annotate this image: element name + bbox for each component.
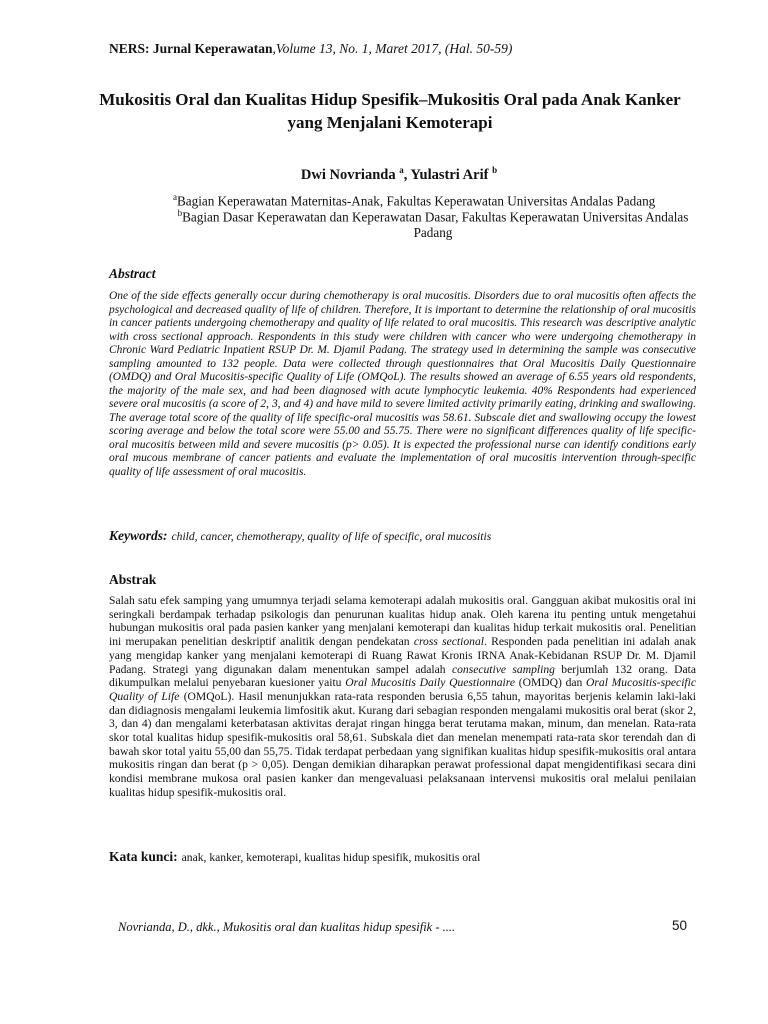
- author-line: [109, 165, 689, 184]
- abstract-text: One of the side effects generally occur during chemotherapy is oral mucositis. Disorders due to oral mucositis often affects the psychological and decreased quality of life of children. Therefore, It is important to determine the relationship of oral mucositis in cancer patients undergoing chemotherapy and quality of life related to oral mucositis. This research was descriptive analytic with cross sectional approach. Respondents in this study were children with cancer who were undergoing chemotherapy in Chronic Ward Pediatric Inpatient RSUP Dr. M. Djamil Padang. The strategy used in determining the sample was consecutive sampling amounted to 132 people. Data were collected through questionnaires that Oral Mucositis Daily Questionnaire (OMDQ) and Oral Mucositis-specific Quality of Life (OMQoL). The results showed an average of 6.55 years old respondents, the majority of the male sex, and had been diagnosed with acute lymphocytic leukemia. 40% Respondents had experienced severe oral mucositis (a score of 2, 3, and 4) and have mild to severe limited activity primarily eating, drinking and swallowing. The average total score of the quality of life specific-oral mucositis was 58.61. Subscale diet and swallowing occupy the lowest scoring average and below the total score were 55.00 and 55.75. There were no significant differences quality of life specific-oral mucositis between mild and severe mucositis (p> 0.05). It is expected the professional nurse can identify conditions early oral mucous membrane of cancer patients and evaluate the implementation of oral mucositis intervention through-specific quality of life assessment of oral mucositis.: [109, 290, 696, 478]
- affiliation-text: Bagian Dasar Keperawatan dan Keperawatan Dasar, Fakultas Keperawatan Universitas Andalas Padang: [182, 209, 689, 241]
- abstrak-italic-term: consecutive sampling: [451, 662, 555, 676]
- author-affiliation-mark: b: [492, 165, 498, 175]
- keywords-line: [109, 527, 491, 545]
- abstrak-heading: Abstrak: [109, 572, 157, 587]
- abstrak-italic-term: Oral Mucositis-specific Quality of Life: [109, 676, 696, 703]
- kata-kunci-label: Kata kunci:: [109, 849, 178, 864]
- footer-citation: Novrianda, D., dkk., Mukositis oral dan kualitas hidup spesifik - ....: [118, 920, 456, 934]
- kata-kunci-line: [109, 848, 480, 866]
- author-affiliation-mark: a: [399, 165, 404, 175]
- abstrak-segment: (OMDQ) dan: [515, 676, 587, 690]
- abstrak-italic-term: cross sectional: [413, 635, 484, 649]
- affiliation-b: [173, 205, 693, 241]
- author-name: Dwi Novrianda: [300, 166, 396, 183]
- author-name: Yulastri Arif: [410, 166, 489, 183]
- affiliation-mark: a: [173, 192, 177, 202]
- abstrak-segment: . Responden pada penelitian ini adalah anak yang mengidap kanker yang menjalani kemoterapi di Ruang Rawat Kronis IRNA Anak-Kebidanan RSUP Dr. M. Djamil Padang. Strategi yang digunakan dalam menentukan sampel adalah: [109, 635, 697, 676]
- affiliation-text: Bagian Keperawatan Maternitas-Anak, Fakultas Keperawatan Universitas Andalas Padang: [177, 193, 656, 209]
- affiliation-mark: b: [177, 208, 183, 218]
- journal-header: [109, 41, 512, 57]
- paper-title: Mukositis Oral dan Kualitas Hidup Spesifik–Mukositis Oral pada Anak Kanker yang Menjalani Kemoterapi: [99, 90, 681, 132]
- abstract-heading: Abstract: [109, 266, 156, 281]
- keywords-label: Keywords:: [109, 528, 168, 543]
- abstrak-italic-term: Oral Mucositis Daily Questionnaire: [345, 676, 515, 690]
- abstrak-segment: (OMQoL). Hasil menunjukkan rata-rata responden berusia 6,55 tahun, mayoritas berjenis kelamin laki-laki dan didiagnosis mengalami leukemia limfositik akut. Kurang dari sebagian responden mengalami mukositis oral berat (skor 2, 3, dan 4) dan mengalami keterbatasan aktivitas derajat ringan hingga berat terutama makan, minum, dan menelan. Rata-rata skor total kualitas hidup spesifik-mukositis oral 58,61. Subskala diet dan menelan menempati rata-rata skor terendah dan di bawah skor total yaitu 55,00 dan 55,75. Tidak terdapat perbedaan yang signifikan kualitas hidup spesifik-mukositis oral antara mukositis ringan dan berat (p > 0,05). Dengan demikian diharapkan perawat professional dapat mengidentifikasi secara dini kondisi membrane mukosa oral pasien kanker dan mengevaluasi pelaksanaan intervensi mukositis oral melalui penilaian kualitas hidup spesifik-mukositis oral.: [109, 689, 696, 799]
- abstrak-segment: Salah satu efek samping yang umumnya terjadi selama kemoterapi adalah mukositis oral. Gangguan akibat mukositis oral ini seringkali berdampak terhadap psikologis dan penurunan kualitas hidup anak. Oleh karena itu penting untuk mengetahui hubungan mukositis oral pada pasien kanker yang menjalani kemoterapi dan kualitas hidup terkait mukositis oral. Penelitian ini merupakan penelitian deskriptif analitik dengan pendekatan: [109, 594, 696, 649]
- abstrak-text: [109, 594, 696, 800]
- author-separator: ,: [403, 166, 411, 183]
- journal-issue: ,Volume 13, No. 1, Maret 2017, (Hal. 50-59): [272, 41, 513, 56]
- page-number: 50: [672, 918, 688, 933]
- abstrak-segment: berjumlah 132 orang. Data dikumpulkan melalui penyebaran kuesioner yaitu: [109, 662, 696, 690]
- keywords-value: child, cancer, chemotherapy, quality of life of specific, oral mucositis: [171, 530, 492, 543]
- kata-kunci-value: anak, kanker, kemoterapi, kualitas hidup spesifik, mukositis oral: [181, 851, 481, 864]
- journal-name: NERS: Jurnal Keperawatan: [109, 41, 273, 56]
